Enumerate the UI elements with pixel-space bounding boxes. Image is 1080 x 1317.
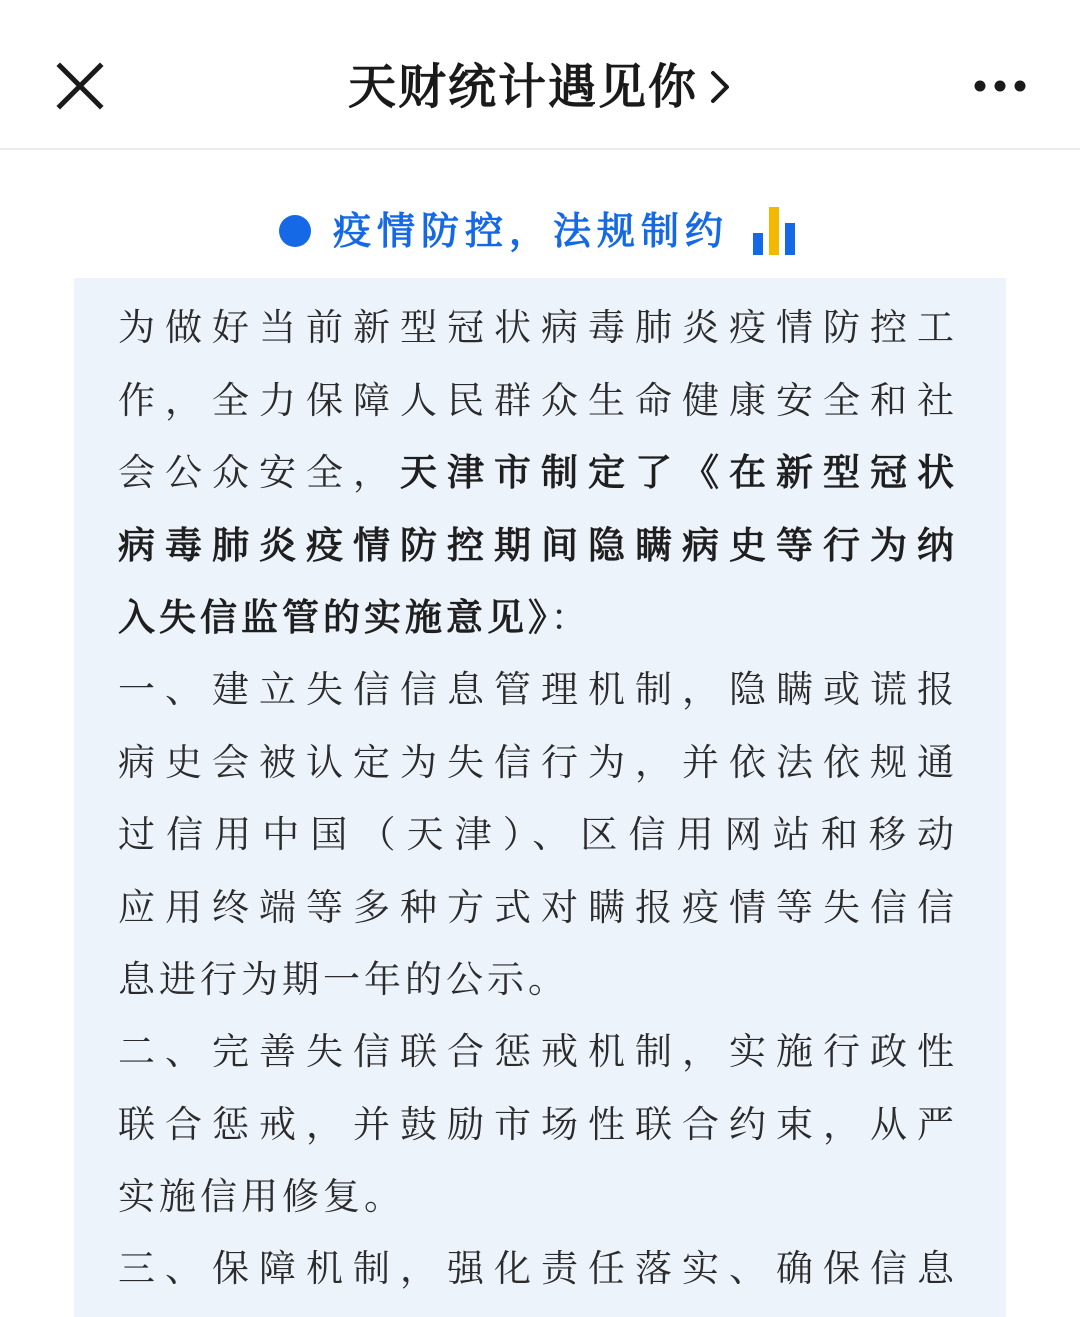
text-line xyxy=(118,437,958,510)
section-heading xyxy=(0,196,1080,266)
item-two-paragraph xyxy=(118,1016,958,1234)
text-line: 三、保障机制，强化责任落实、确保信息 xyxy=(118,1247,958,1290)
item-one-paragraph xyxy=(118,654,958,1017)
text-line: 应用终端等多种方式对瞒报疫情等失信信 xyxy=(118,885,958,929)
text-segment: ： xyxy=(550,596,592,639)
chevron-right-icon xyxy=(708,67,732,107)
text-line: 二、完善失信联合惩戒机制，实施行政性 xyxy=(118,1030,958,1073)
text-line: 联合惩戒，并鼓励市场性联合约束，从严 xyxy=(118,1102,958,1146)
bar-chart-icon xyxy=(751,205,801,257)
intro-paragraph xyxy=(118,292,958,655)
text-line: 作，全力保障人民群众生命健康安全和社 xyxy=(118,378,958,422)
more-dots-icon xyxy=(972,68,1028,104)
account-title-link[interactable] xyxy=(0,52,1080,122)
more-options-button[interactable] xyxy=(972,68,1028,104)
text-line: 实施信用修复。 xyxy=(118,1175,405,1218)
section-title: 疫情防控，法规制约 xyxy=(332,209,729,253)
document-title-segment: 入失信监管的实施意见》 xyxy=(118,596,551,639)
text-line: 一、建立失信信息管理机制，隐瞒或谎报 xyxy=(118,668,958,711)
account-name: 天财统计遇见你 xyxy=(347,59,698,115)
document-title-segment: 天津市制定了《在新型冠状 xyxy=(400,451,958,494)
blue-dot-icon xyxy=(279,215,311,247)
document-title-line: 病毒肺炎疫情防控期间隐瞒病史等行为纳 xyxy=(118,523,958,567)
content-card xyxy=(74,278,1006,1317)
text-line: 病史会被认定为失信行为，并依法依规通 xyxy=(118,740,958,784)
item-three-paragraph xyxy=(118,1233,958,1306)
text-line: 息进行为期一年的公示。 xyxy=(118,958,569,1001)
text-line: 过信用中国（天津）、区信用网站和移动 xyxy=(118,813,958,856)
text-line xyxy=(118,582,958,655)
text-line: 为做好当前新型冠状病毒肺炎疫情防控工 xyxy=(118,306,958,349)
top-navbar xyxy=(0,0,1080,150)
text-segment: 会公众安全， xyxy=(118,451,400,494)
